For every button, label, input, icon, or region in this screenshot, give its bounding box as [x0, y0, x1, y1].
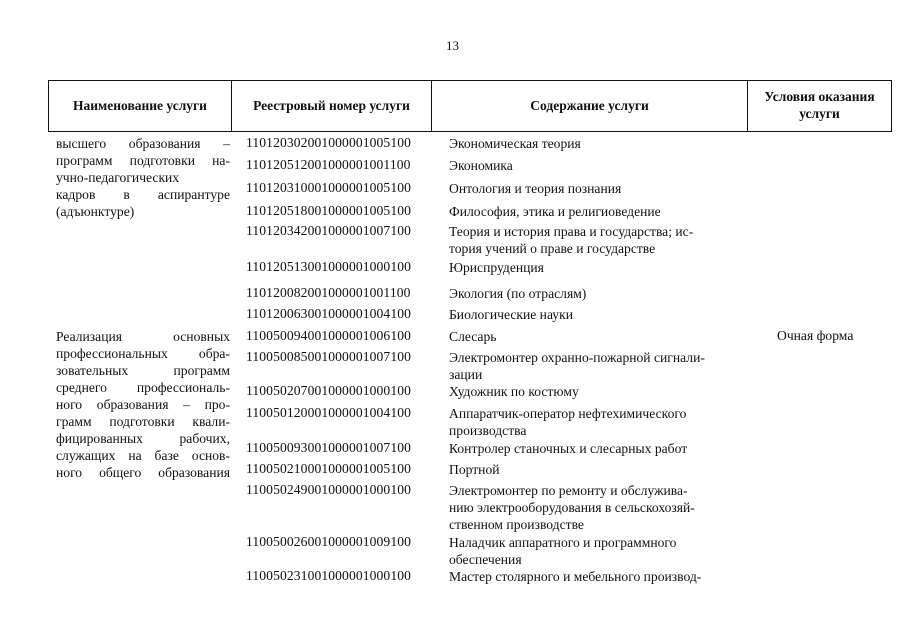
- service-content: Экология (по отраслям): [449, 286, 587, 301]
- service-content: Аппаратчик-оператор нефтехимического производства: [449, 406, 687, 438]
- service-content: Контролер станочных и слесарных работ: [449, 441, 688, 456]
- service-name-higher-education: высшего образования – программ подготовки на- учно-педагогических кадров в аспирантуре (адъюнктуре): [56, 136, 230, 219]
- service-name-secondary-vocational: Реализация основных профессиональных обра- зовательных программ среднего профессиональ- ного образования – про- грамм подготовки квали- фицированных рабочих, служащих на базе основ- ного общего образования: [56, 329, 230, 480]
- registry-number: 110120513001000001000100: [246, 259, 412, 274]
- registry-number: 110120518001000001005100: [246, 203, 412, 218]
- registry-number: 110120310001000001005100: [246, 180, 412, 195]
- header-service-conditions: Условия оказания услуги: [764, 89, 875, 121]
- registry-number: 110050085001000001007100: [246, 349, 412, 364]
- service-content: Биологические науки: [449, 307, 573, 322]
- registry-number: 110120082001000001001100: [246, 285, 411, 300]
- header-service-name: Наименование услуги: [49, 81, 232, 131]
- header-registry-number: Реестровый номер услуги: [232, 81, 432, 131]
- service-content: Философия, этика и религиоведение: [449, 204, 661, 219]
- service-content: Экономическая теория: [449, 136, 581, 151]
- service-content: Юриспруденция: [449, 260, 544, 275]
- registry-number: 110050094001000001006100: [246, 328, 412, 343]
- registry-number: 110050249001000001000100: [246, 482, 412, 497]
- service-content: Наладчик аппаратного и программного обеспечения: [449, 535, 677, 567]
- service-content: Онтология и теория познания: [449, 181, 622, 196]
- registry-number: 110050093001000001007100: [246, 440, 412, 455]
- registry-number: 110050026001000001009100: [246, 534, 412, 549]
- registry-number: 110120063001000001004100: [246, 306, 412, 321]
- service-content: Портной: [449, 462, 500, 477]
- header-service-content: Содержание услуги: [432, 81, 748, 131]
- service-content: Слесарь: [449, 329, 497, 344]
- page-number: 13: [446, 38, 459, 53]
- registry-number: 110050120001000001004100: [246, 405, 412, 420]
- registry-number: 110050210001000001005100: [246, 461, 412, 476]
- service-condition: Очная форма: [777, 328, 854, 343]
- registry-number: 110120512001000001001100: [246, 157, 411, 172]
- table-header: [48, 80, 892, 132]
- registry-number: 110120342001000001007100: [246, 223, 412, 238]
- service-content: Художник по костюму: [449, 384, 579, 399]
- service-content: Электромонтер по ремонту и обслужива- нию электрооборудования в сельскохозяй- ственном производстве: [449, 483, 695, 532]
- service-content: Мастер столярного и мебельного производ-: [449, 569, 702, 584]
- registry-number: 110050231001000001000100: [246, 568, 412, 583]
- registry-number: 110050207001000001000100: [246, 383, 412, 398]
- service-content: Электромонтер охранно-пожарной сигнали- зации: [449, 350, 705, 382]
- registry-number: 110120302001000001005100: [246, 135, 412, 150]
- service-content: Теория и история права и государства; ис- тория учений о праве и государстве: [449, 224, 694, 256]
- service-content: Экономика: [449, 158, 513, 173]
